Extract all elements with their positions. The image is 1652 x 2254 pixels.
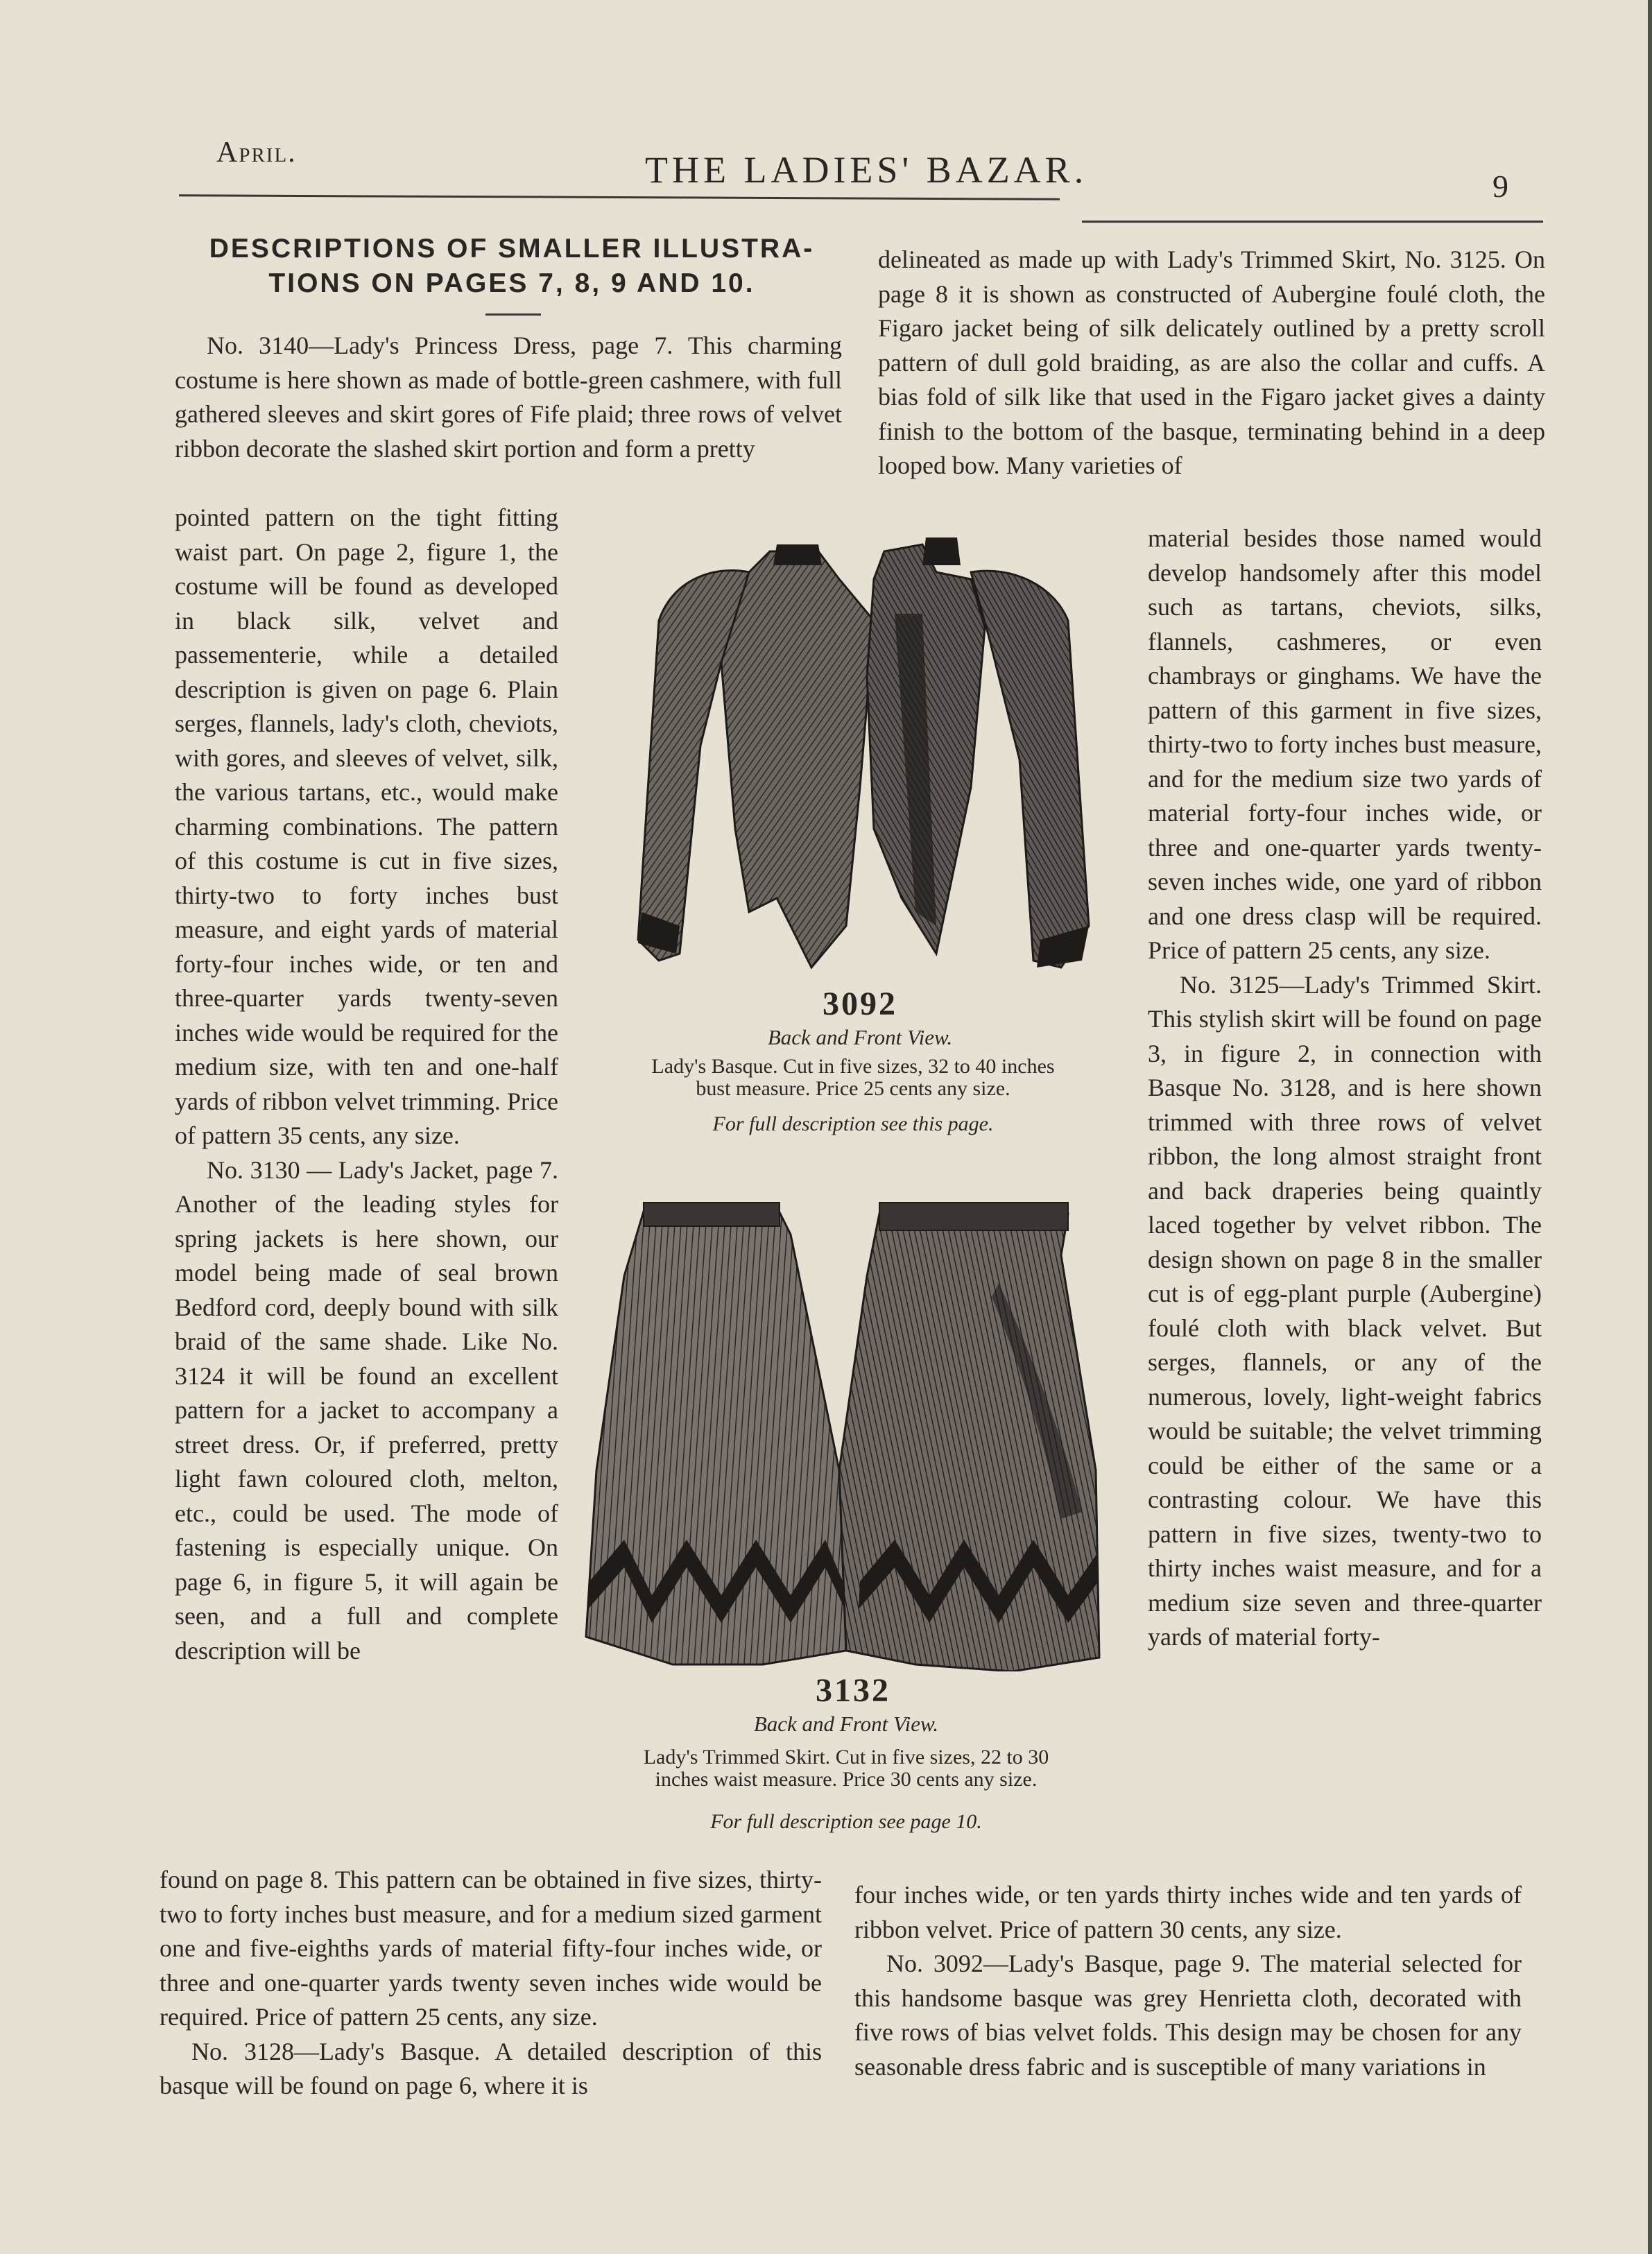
figure-3132-note: For full description see page 10. bbox=[710, 1810, 982, 1833]
figure-3132-caption bbox=[569, 1746, 1124, 1791]
paragraph-3128-cont: delineated as made up with Lady's Trimmed Skirt, No. 3125. On page 8 it is shown as constructed of Aubergine foulé cloth, the Figaro jacket being of silk delicately outlined by a pretty scroll pattern of dull gold braiding, as are also the collar and cuffs. A bias fold of silk like that used in the Figaro jacket gives a dainty finish to the bottom of the basque, terminating behind in a deep looped bow. Many varieties of bbox=[878, 246, 1545, 479]
heading-divider bbox=[485, 313, 541, 316]
col2-narrow bbox=[1148, 522, 1542, 1655]
figure-3132-illustration bbox=[583, 1193, 1110, 1671]
header-rule-left bbox=[179, 194, 1060, 200]
paragraph-3128: No. 3128—Lady's Basque. A detailed description of this basque will be found on page 6, where it is bbox=[160, 2037, 822, 2099]
figure-3092-illustration bbox=[610, 537, 1110, 981]
paragraph-3130-cont: found on page 8. This pattern can be obtained in five sizes, thirty-two to forty inches bust measure, and for a medium sized garment one and five-eighths yards of material fifty-four inches wide, or three and one-quarter yards twenty seven inches wide would be required. Price of pattern 25 cents, any size. bbox=[160, 1866, 822, 2031]
figure-3092-note: For full description see this page. bbox=[712, 1112, 994, 1135]
paragraph-3092: No. 3092—Lady's Basque, page 9. The material selected for this handsome basque was grey Henrietta cloth, decorated with five rows of bias velvet folds. This design may be chosen for any seasonable dress fabric and is susceptible of many variations in bbox=[854, 1950, 1522, 2081]
section-heading-line1: DESCRIPTIONS OF SMALLER ILLUSTRA- bbox=[209, 234, 815, 264]
col2-full-bottom bbox=[854, 1878, 1522, 2084]
col1-narrow bbox=[175, 501, 558, 1668]
section-heading bbox=[179, 232, 845, 301]
figure-3092-view: Back and Front View. bbox=[767, 1025, 953, 1049]
section-heading-line2: TIONS ON PAGES 7, 8, 9 AND 10. bbox=[268, 268, 755, 298]
col1-full-top bbox=[175, 329, 842, 466]
page-number: 9 bbox=[1492, 169, 1508, 204]
col2-full-top bbox=[878, 243, 1545, 483]
paragraph-3130: No. 3130 — Lady's Jacket, page 7. Another of the leading styles for spring jackets is here shown, our model being made of seal brown Bedford cord, deeply bound with silk braid of the same shade. Like No. 3124 it will be found an excellent pattern for a jacket to accompany a street dress. Or, if preferred, pretty light fawn coloured cloth, melton, etc., could be used. The mode of fastening is especially unique. On page 6, in figure 5, it will again be seen, and a full and complete description will be bbox=[175, 1155, 558, 1664]
paragraph-3125: No. 3125—Lady's Trimmed Skirt. This stylish skirt will be found on page 3, in figure 2, in connection with Basque No. 3128, and is here shown trimmed with three rows of velvet ribbon, the long almost straight front and back draperies being quaintly laced together by velvet ribbon. The design shown on page 8 in the smaller cut is of egg-plant purple (Aubergine) foulé cloth with black velvet. But serges, flannels, or any of the numerous, lovely, light-weight fabrics would be suitable; the velvet trimming could be either of the same or a contrasting colour. We have this pattern in five sizes, twenty-two to thirty inches waist measure, and for a medium size seven and three-quarter yards of material forty- bbox=[1148, 970, 1542, 1651]
figure-3132-view: Back and Front View. bbox=[753, 1712, 939, 1736]
col1-full-bottom bbox=[160, 1863, 822, 2104]
figure-3132-caption-line2: inches waist measure. Price 30 cents any size. bbox=[655, 1768, 1038, 1791]
figure-3132-number: 3132 bbox=[816, 1672, 890, 1709]
figure-3092-number: 3092 bbox=[823, 986, 897, 1022]
figure-3092-caption-line1: Lady's Basque. Cut in five sizes, 32 to 40 inches bbox=[651, 1055, 1055, 1078]
paragraph-3140-cont: pointed pattern on the tight fitting waist part. On page 2, figure 1, the costume will be found as developed in black silk, velvet and passementerie, while a detailed description is given on page 6. Plain serges, flannels, lady's cloth, cheviots, with gores, and sleeves of velvet, silk, the various tartans, etc., would make charming combinations. The pattern of this costume is cut in five sizes, thirty-two to forty inches bust measure, and eight yards of material forty-four inches wide, or ten and three-quarter yards twenty-seven inches wide would be required for the medium size, with ten and one-half yards of ribbon velvet trimming. Price of pattern 35 cents, any size. bbox=[175, 504, 558, 1149]
paragraph-3125-end: four inches wide, or ten yards thirty inches wide and ten yards of ribbon velvet. Price of pattern 30 cents, any size. bbox=[854, 1881, 1522, 1943]
figure-3132-caption-line1: Lady's Trimmed Skirt. Cut in five sizes, 22 to 30 bbox=[643, 1746, 1049, 1769]
paragraph-3128-end: material besides those named would develop handsomely after this model such as tartans, cheviots, silks, flannels, cashmeres, or even chambrays or ginghams. We have the pattern of this garment in five sizes, thirty-two to forty inches bust measure, and for the medium size two yards of material forty-four inches wide, or three and one-quarter yards twenty-seven inches wide, one yard of ribbon and one dress clasp will be required. Price of pattern 25 cents, any size. bbox=[1148, 524, 1542, 964]
header-rule-right bbox=[1082, 221, 1543, 223]
running-head-month: April. bbox=[216, 137, 297, 169]
page-edge bbox=[1648, 0, 1652, 2254]
running-head-title: THE LADIES' BAZAR. bbox=[645, 149, 1088, 191]
figure-3092-caption-line2: bust measure. Price 25 cents any size. bbox=[696, 1077, 1010, 1100]
paragraph-3140-start: No. 3140—Lady's Princess Dress, page 7. This charming costume is here shown as made of bottle-green cashmere, with full gathered sleeves and skirt gores of Fife plaid; three rows of velvet ribbon decorate the slashed skirt portion and form a pretty bbox=[175, 332, 842, 463]
figure-3092-caption bbox=[576, 1056, 1130, 1100]
